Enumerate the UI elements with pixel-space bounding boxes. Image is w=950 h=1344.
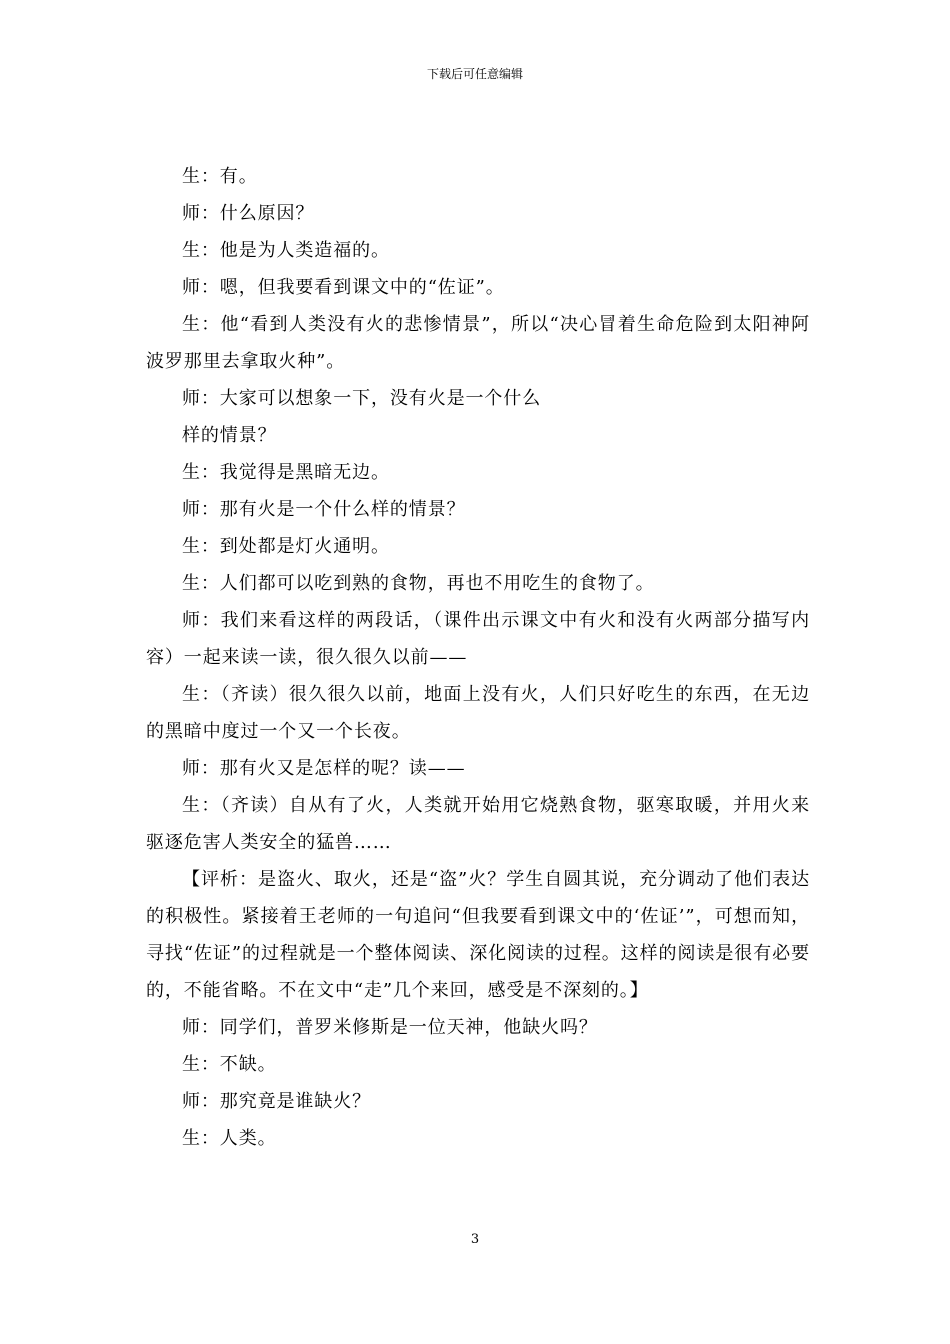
paragraph: 生：他是为人类造福的。 — [182, 240, 390, 261]
paragraph: 生：我觉得是黑暗无边。 — [182, 462, 390, 483]
paragraph: 师：那究竟是谁缺火？ — [182, 1091, 371, 1112]
paragraph: 师：嗯，但我要看到课文中的“佐证”。 — [182, 277, 505, 298]
paragraph: 生：有。 — [182, 166, 258, 187]
paragraph: 师：同学们，普罗米修斯是一位天神，他缺火吗？ — [182, 1017, 598, 1038]
paragraph: 生：人类。 — [182, 1128, 277, 1149]
paragraph: 样的情景？ — [182, 425, 277, 446]
paragraph: 生：（齐读）很久很久以前，地面上没有火，人们只好吃生的东西，在无边的黑暗中度过一个又一个长夜。 — [146, 684, 810, 742]
paragraph: 生：不缺。 — [182, 1054, 277, 1075]
paragraph: 师：那有火是一个什么样的情景？ — [182, 499, 466, 520]
paragraph: 师：大家可以想象一下，没有火是一个什么 — [182, 388, 542, 409]
paragraph: 生：人们都可以吃到熟的食物，再也不用吃生的食物了。 — [182, 573, 655, 594]
page-header: 下载后可任意编辑 — [426, 67, 523, 81]
paragraph: 师：那有火又是怎样的呢？读—— — [182, 758, 466, 779]
document-body — [146, 158, 810, 1157]
page-number: 3 — [470, 1232, 480, 1247]
paragraph: 生：到处都是灯火通明。 — [182, 536, 390, 557]
paragraph: 师：我们来看这样的两段话，（课件出示课文中有火和没有火两部分描写内容）一起来读一读，很久很久以前—— — [146, 610, 810, 668]
paragraph: 生：他“看到人类没有火的悲惨情景”，所以“决心冒着生命危险到太阳神阿波罗那里去拿取火种”。 — [146, 314, 810, 372]
commentary-paragraph: 【评析：是盗火、取火，还是“盗”火？学生自圆其说，充分调动了他们表达的积极性。紧接着王老师的一句追问“但我要看到课文中的‘佐证’”，可想而知，寻找“佐证”的过程就是一个整体阅读、深化阅读的过程。这样的阅读是很有必要的，不能省略。不在文中“走”几个来回，感受是不深刻的。】 — [146, 869, 810, 1001]
paragraph: 生：（齐读）自从有了火，人类就开始用它烧熟食物，驱寒取暖，并用火来驱逐危害人类安全的猛兽…… — [146, 795, 810, 853]
paragraph: 师：什么原因？ — [182, 203, 315, 224]
